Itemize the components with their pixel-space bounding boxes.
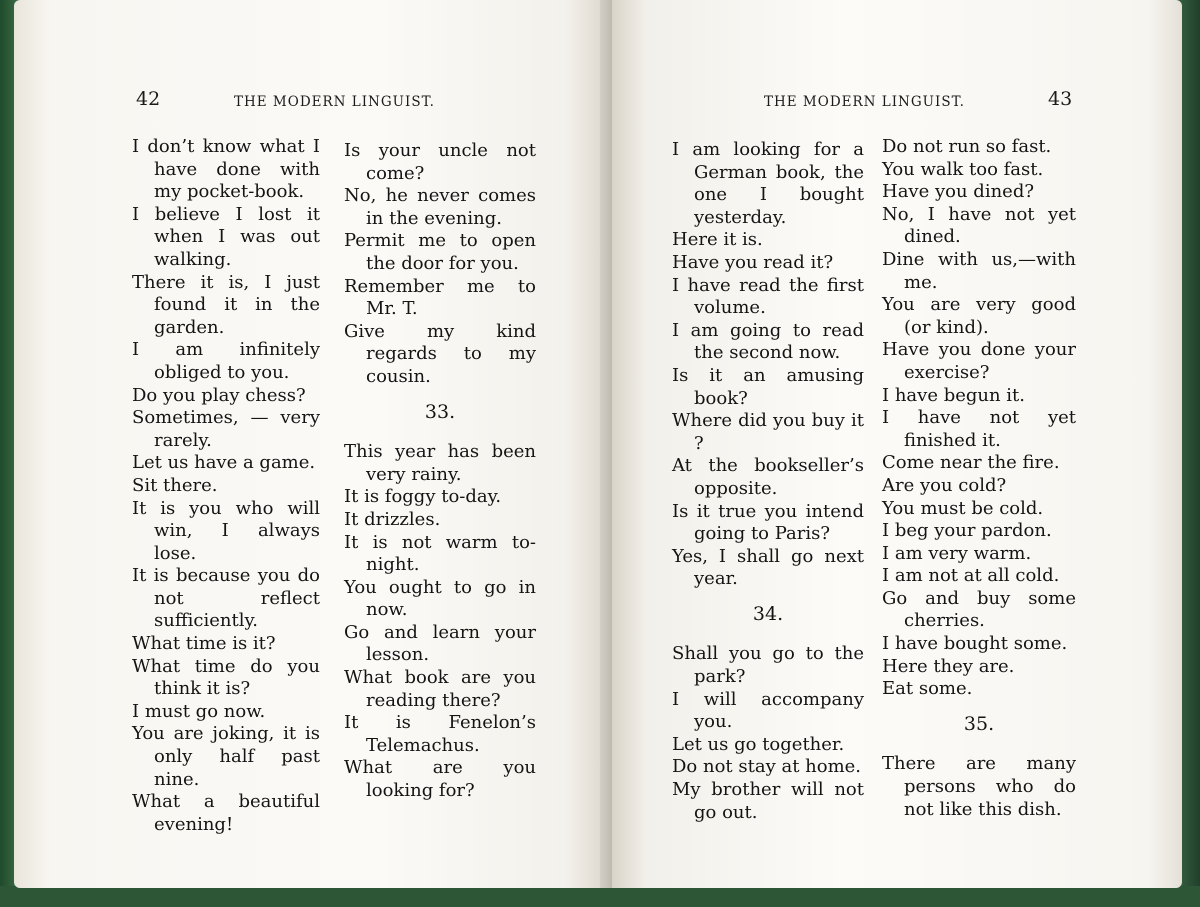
phrase: Sometimes, — very rarely. xyxy=(132,407,320,451)
phrase: What time do you think it is? xyxy=(132,655,320,700)
section-number-35: 35. xyxy=(963,712,995,735)
phrase: You walk too fast. xyxy=(882,158,1044,180)
phrase: I am very warm. xyxy=(882,542,1032,564)
phrase: You ought to go in now. xyxy=(344,576,536,621)
phrase: Let us go together. xyxy=(672,733,845,755)
book-cover-bottom xyxy=(0,886,1200,907)
phrase: It is foggy to-day. xyxy=(344,486,502,508)
phrase: I beg your pardon. xyxy=(882,520,1052,542)
phrase: What are you looking for? xyxy=(344,757,536,802)
phrase: I am looking for a German book, the one I bought yesterday. xyxy=(672,139,864,228)
phrase: Do you play chess? xyxy=(132,384,306,406)
phrase: No, he never comes in the evening. xyxy=(344,185,536,229)
phrase: I will accompany you. xyxy=(672,688,864,733)
phrase: Eat some. xyxy=(882,678,973,700)
phrase: My brother will not go out. xyxy=(672,779,864,823)
phrase: Where did you buy it ? xyxy=(672,410,864,454)
phrase: You are joking, it is only half past nine. xyxy=(132,723,320,790)
phrase: Do not stay at home. xyxy=(672,756,862,778)
left-column-2 xyxy=(344,140,536,803)
section-number-34: 34. xyxy=(752,602,784,625)
phrase: I have not yet finished it. xyxy=(882,407,1076,451)
left-running-head: THE MODERN LINGUIST. xyxy=(234,94,435,110)
phrase: I have bought some. xyxy=(882,633,1068,655)
right-running-head: THE MODERN LINGUIST. xyxy=(764,94,965,110)
phrase: Is it true you intend going to Paris? xyxy=(672,500,864,545)
phrase: Permit me to open the door for you. xyxy=(344,230,536,274)
phrase: Sit there. xyxy=(132,474,218,496)
left-page xyxy=(14,0,614,888)
phrase: There it is, I just found it in the garden. xyxy=(132,271,320,338)
right-page xyxy=(612,0,1182,888)
phrase: I believe I lost it when I was out walking. xyxy=(132,203,320,270)
phrase: Have you dined? xyxy=(882,181,1034,203)
phrase: At the bookseller’s opposite. xyxy=(672,455,864,499)
phrase: What book are you reading there? xyxy=(344,667,536,711)
phrase: No, I have not yet dined. xyxy=(882,203,1076,248)
phrase: Is it an amusing book? xyxy=(672,364,864,409)
phrase: Let us have a game. xyxy=(132,452,316,474)
phrase: I am going to read the second now. xyxy=(672,319,864,364)
phrase: Is your uncle not come? xyxy=(344,140,536,184)
right-column-2 xyxy=(882,136,1076,821)
phrase: Remember me to Mr. T. xyxy=(344,275,536,320)
phrase: What time is it? xyxy=(132,633,276,655)
phrase: What a beautiful evening! xyxy=(132,791,320,835)
phrase: You are very good (or kind). xyxy=(882,294,1076,338)
right-page-number: 43 xyxy=(1048,88,1073,110)
phrase: Come near the fire. xyxy=(882,452,1060,474)
phrase: Dine with us,—with me. xyxy=(882,248,1076,293)
phrase: I don’t know what I have done with my pocket-book. xyxy=(132,136,320,203)
phrase: I am infinitely obliged to you. xyxy=(132,339,320,383)
phrase: Do not run so fast. xyxy=(882,136,1052,157)
phrase: You must be cold. xyxy=(882,497,1044,519)
phrase: I have begun it. xyxy=(882,384,1026,406)
left-column-1 xyxy=(132,136,320,836)
phrase: Have you read it? xyxy=(672,251,834,273)
phrase: Give my kind regards to my cousin. xyxy=(344,320,536,387)
phrase: Are you cold? xyxy=(882,474,1007,496)
phrase: Shall you go to the park? xyxy=(672,643,864,688)
phrase: This year has been very rainy. xyxy=(344,441,536,485)
phrase: Go and buy some cherries. xyxy=(882,587,1076,632)
left-page-number: 42 xyxy=(136,88,161,110)
phrase: Here it is. xyxy=(672,229,763,251)
phrase: It is because you do not reflect sufficiently. xyxy=(132,565,320,632)
phrase: Here they are. xyxy=(882,655,1015,677)
phrase: It is not warm to-night. xyxy=(344,531,536,576)
phrase: It is you who will win, I always lose. xyxy=(132,497,320,564)
phrase: It drizzles. xyxy=(344,508,441,530)
phrase: Yes, I shall go next year. xyxy=(672,545,864,590)
phrase: There are many persons who do not like this dish. xyxy=(882,753,1076,820)
phrase: I am not at all cold. xyxy=(882,565,1060,587)
phrase: Have you done your exercise? xyxy=(882,339,1076,383)
phrase: I have read the first volume. xyxy=(672,274,864,319)
section-number-33: 33. xyxy=(424,400,456,423)
phrase: It is Fenelon’s Telemachus. xyxy=(344,712,536,756)
phrase: Go and learn your lesson. xyxy=(344,621,536,666)
right-column-1 xyxy=(672,139,864,824)
phrase: I must go now. xyxy=(132,700,266,722)
